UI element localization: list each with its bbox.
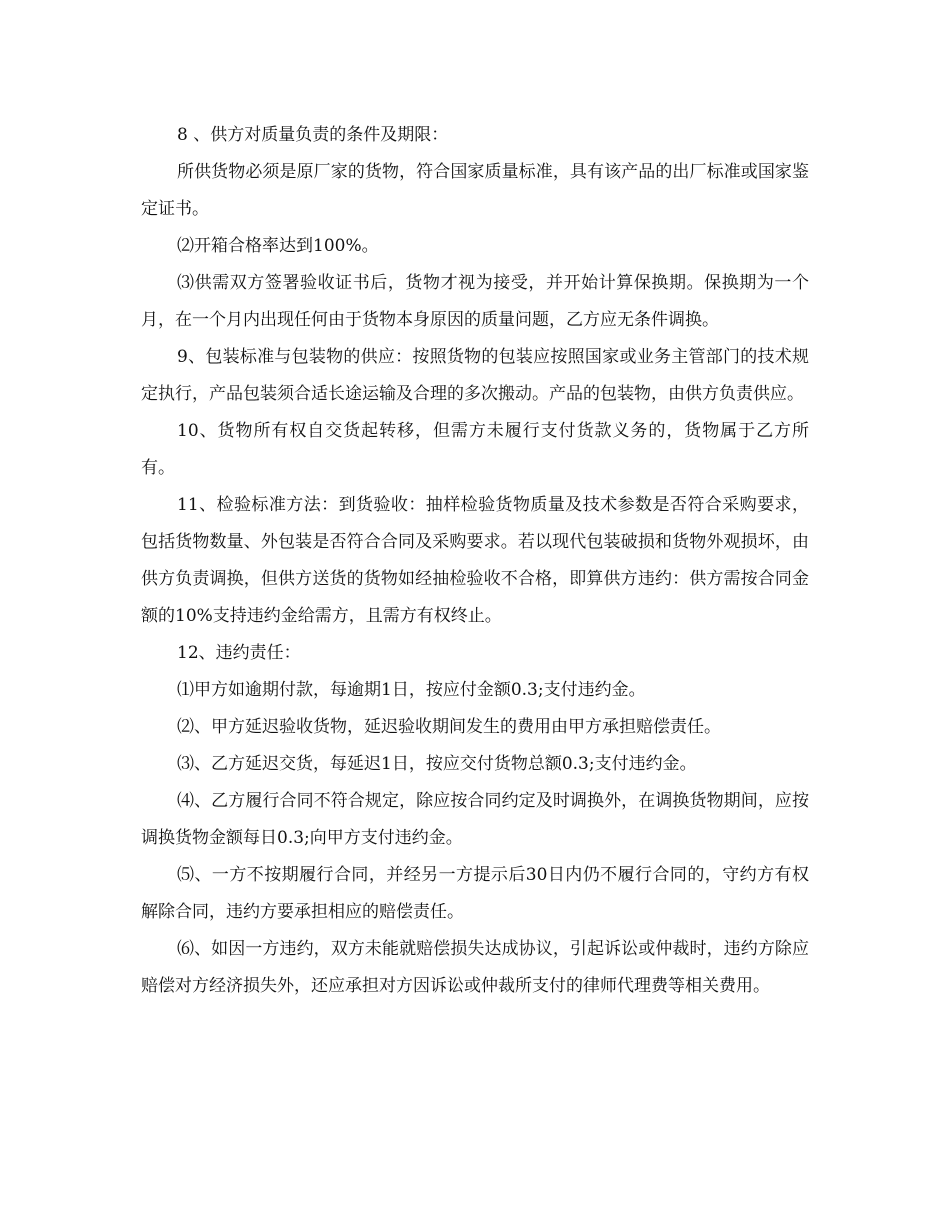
paragraph-liability-4: ⑷、乙方履行合同不符合规定，除应按合同约定及时调换外，在调换货物期间，应按调换货物金额每日0.3;向甲方支付违约金。 [141, 791, 809, 848]
paragraph-goods-origin: 所供货物必须是原厂家的货物，符合国家质量标准，具有该产品的出厂标准或国家鉴定证书。 [141, 162, 809, 219]
paragraph-packaging: 9、包装标准与包装物的供应：按照货物的包装应按照国家或业务主管部门的技术规定执行，产品包装须合适长途运输及合理的多次搬动。产品的包装物，由供方负责供应。 [141, 347, 809, 404]
paragraph-liability-3: ⑶、乙方延迟交货，每延迟1日，按应交付货物总额0.3;支付违约金。 [177, 754, 697, 774]
paragraph-acceptance-warranty: ⑶供需双方签署验收证书后，货物才视为接受，并开始计算保换期。保换期为一个月，在一个月内出现任何由于货物本身原因的质量问题，乙方应无条件调换。 [141, 273, 809, 330]
paragraph-liability-6: ⑹、如因一方违约，双方未能就赔偿损失达成协议，引起诉讼或仲裁时，违约方除应赔偿对方经济损失外，还应承担对方因诉讼或仲裁所支付的律师代理费等相关费用。 [141, 939, 809, 996]
paragraph-liability-2: ⑵、甲方延迟验收货物，延迟验收期间发生的费用由甲方承担赔偿责任。 [177, 717, 721, 737]
paragraph-liability-1: ⑴甲方如逾期付款，每逾期1日，按应付金额0.3;支付违约金。 [177, 680, 646, 700]
paragraph-ownership: 10、货物所有权自交货起转移，但需方未履行支付货款义务的，货物属于乙方所有。 [141, 421, 809, 478]
paragraph-quality-conditions: 8 、供方对质量负责的条件及期限： [177, 125, 449, 145]
paragraph-inspection: 11、检验标准方法：到货验收：抽样检验货物质量及技术参数是否符合采购要求，包括货物数量、外包装是否符合合同及采购要求。若以现代包装破损和货物外观损坏，由供方负责调换，但供方送货的货物如经抽检验收不合格，即算供方违约：供方需按合同金额的10%支持违约金给需方，且需方有权终止。 [141, 495, 809, 626]
paragraph-liability-heading: 12、违约责任： [177, 643, 301, 663]
document-body [141, 117, 809, 1005]
paragraph-pass-rate: ⑵开箱合格率达到100%。 [177, 236, 379, 256]
paragraph-liability-5: ⑸、一方不按期履行合同，并经另一方提示后30日内仍不履行合同的，守约方有权解除合同，违约方要承担相应的赔偿责任。 [141, 865, 809, 922]
